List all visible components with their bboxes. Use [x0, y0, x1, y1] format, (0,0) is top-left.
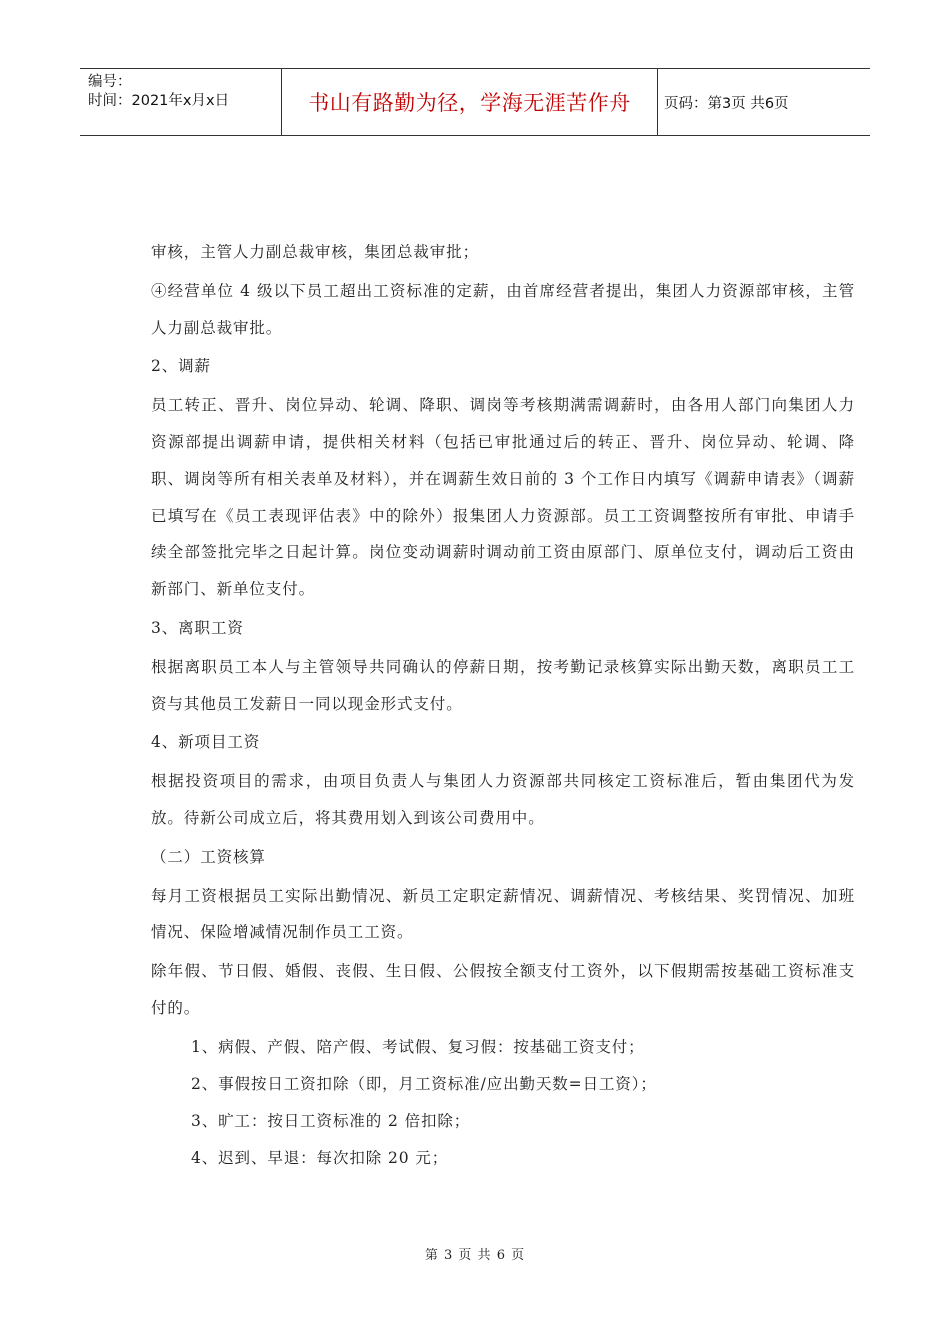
section-heading: 4、新项目工资 — [151, 733, 261, 752]
list-item: 4、迟到、早退：每次扣除 20 元； — [191, 1148, 449, 1167]
page-footer: 第 3 页 共 6 页 — [424, 1248, 526, 1263]
paragraph: 每月工资根据员工实际出勤情况、新员工定职定薪情况、调薪情况、考核结果、奖罚情况、加班情况、保险增减情况制作员工工资。 — [151, 886, 855, 942]
document-body — [151, 234, 855, 1177]
paragraph: 根据投资项目的需求，由项目负责人与集团人力资源部共同核定工资标准后，暂由集团代为发放。待新公司成立后，将其费用划入到该公司费用中。 — [151, 772, 855, 827]
page-header — [80, 68, 870, 136]
document-number-label: 编号： — [88, 74, 132, 90]
header-meta — [80, 69, 282, 135]
header-page-number: 页码：第3页 共6页 — [664, 95, 789, 112]
list-item: 2、事假按日工资扣除（即，月工资标准/应出勤天数=日工资）； — [191, 1074, 657, 1093]
header-motto: 书山有路勤为径，学海无涯苦作舟 — [282, 69, 658, 135]
paragraph: ④经营单位 4 级以下员工超出工资标准的定薪，由首席经营者提出，集团人力资源部审核，主管人力副总裁审批。 — [151, 281, 855, 337]
section-heading: （二）工资核算 — [151, 847, 266, 866]
document-time: 时间：2021年x月x日 — [88, 93, 230, 109]
paragraph: 根据离职员工本人与主管领导共同确认的停薪日期，按考勤记录核算实际出勤天数，离职员工工资与其他员工发薪日一同以现金形式支付。 — [151, 657, 855, 713]
paragraph: 除年假、节日假、婚假、丧假、生日假、公假按全额支付工资外，以下假期需按基础工资标准支付的。 — [151, 962, 855, 1017]
paragraph: 员工转正、晋升、岗位异动、轮调、降职、调岗等考核期满需调薪时，由各用人部门向集团人力资源部提出调薪申请，提供相关材料（包括已审批通过后的转正、晋升、岗位异动、轮调、降职、调岗等所有相关表单及材料），并在调薪生效日前的 3 个工作日内填写《调薪申请表》（调薪已填写在《员工表现评估表》中的除外）报集团人力资源部。员工工资调整按所有审批、申请手续全部签批完毕之日起计算。岗位变动调薪时调动前工资由原部门、原单位支付，调动后工资由新部门、新单位支付。 — [151, 396, 855, 599]
list-item: 1、病假、产假、陪产假、考试假、复习假：按基础工资支付； — [191, 1037, 645, 1056]
paragraph: 审核，主管人力副总裁审核，集团总裁审批； — [151, 243, 480, 261]
list-item: 3、旷工：按日工资标准的 2 倍扣除； — [191, 1111, 471, 1130]
section-heading: 2、调薪 — [151, 357, 211, 376]
section-heading: 3、离职工资 — [151, 618, 244, 637]
